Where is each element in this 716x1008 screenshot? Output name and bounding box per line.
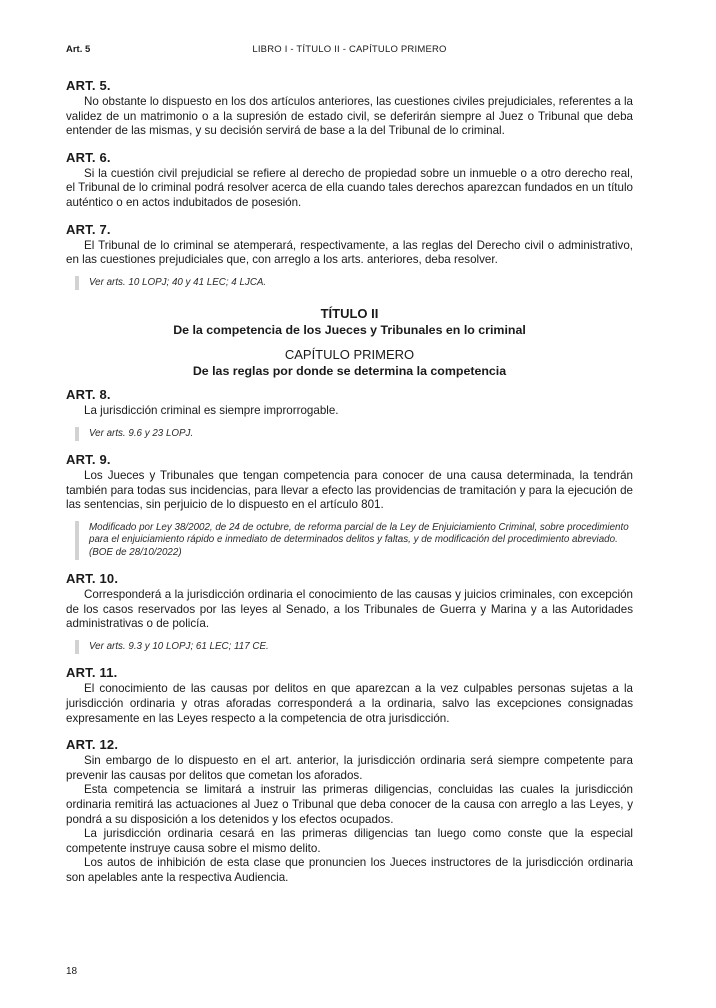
titulo-subtitle: De la competencia de los Jueces y Tribunales en lo criminal bbox=[173, 323, 526, 338]
article-note: Ver arts. 9.6 y 23 LOPJ. bbox=[75, 427, 633, 441]
article-paragraph: El Tribunal de lo criminal se atemperará, respectivamente, a las reglas del Derecho civil o administrativo, en las cuestiones prejudiciales que, con arreglo a los arts. anteriores, deba resolver. bbox=[66, 238, 633, 267]
article-paragraph: Corresponderá a la jurisdicción ordinaria el conocimiento de las causas y juicios criminales, con excepción de los casos reservados por las leyes al Senado, a los Tribunales de Guerra y Marina y a las Autoridades administrativas o de policía. bbox=[66, 588, 633, 631]
page-number: 18 bbox=[66, 966, 78, 977]
running-header bbox=[66, 44, 633, 58]
article-paragraph: Los autos de inhibición de esta clase que pronuncien los Jueces instructores de la jurisdicción ordinaria son apelables ante la respectiva Audiencia. bbox=[66, 856, 633, 884]
article-paragraph: Si la cuestión civil prejudicial se refiere al derecho de propiedad sobre un inmueble o a otro derecho real, el Tribunal de lo criminal podrá resolver acerca de ella cuando tales derechos aparezcan fundados en un título auténtico o en actos indubitados de posesión. bbox=[66, 166, 633, 209]
capitulo-subtitle: De las reglas por donde se determina la competencia bbox=[192, 364, 507, 379]
header-article-ref: Art. 5 bbox=[66, 44, 91, 55]
article-title: ART. 6. bbox=[66, 149, 111, 165]
articles-group-1 bbox=[66, 78, 633, 290]
articles-group-2 bbox=[66, 387, 633, 885]
article-title: ART. 12. bbox=[66, 737, 119, 753]
article bbox=[66, 150, 633, 211]
header-section-title: LIBRO I - TÍTULO II - CAPÍTULO PRIMERO bbox=[252, 44, 447, 55]
capitulo-heading bbox=[66, 347, 633, 379]
article-title: ART. 8. bbox=[66, 387, 111, 403]
article-title: ART. 11. bbox=[66, 665, 118, 681]
article-title: ART. 10. bbox=[66, 571, 119, 587]
article-note: Ver arts. 10 LOPJ; 40 y 41 LEC; 4 LJCA. bbox=[75, 276, 633, 290]
article-paragraph: El conocimiento de las causas por delitos en que aparezcan a la vez culpables personas sujetas a la jurisdicción ordinaria y otras aforadas corresponderá a la ordinaria, salvo las excepciones consignadas expresamente en las Leyes respecto a la competencia de otra jurisdicción. bbox=[66, 682, 633, 725]
article-note: Modificado por Ley 38/2002, de 24 de octubre, de reforma parcial de la Ley de Enjuiciamiento Criminal, sobre procedimiento para el enjuiciamiento rápido e inmediato de determinados delitos y faltas, y de modificación del procedimiento abreviado. (BOE de 28/10/2022) bbox=[75, 521, 633, 560]
article bbox=[66, 222, 633, 291]
capitulo-title: CAPÍTULO PRIMERO bbox=[284, 347, 415, 363]
page-content bbox=[66, 78, 633, 896]
article bbox=[66, 78, 633, 139]
article-paragraph: No obstante lo dispuesto en los dos artículos anteriores, las cuestiones civiles prejudiciales, referentes a la validez de un matrimonio o a la supresión de estado civil, se deferirán siempre al Juez o Tribunal que deba entender de las mismas, y su decisión servirá de base a la del Tribunal de lo criminal. bbox=[66, 95, 633, 138]
article bbox=[66, 665, 633, 726]
article-paragraph: Los Jueces y Tribunales que tengan competencia para conocer de una causa determinada, la tendrán también para todas sus incidencias, para llevar a efecto las providencias de tramitación y para la ejecución de las sentencias, sin perjuicio de lo dispuesto en el artículo 801. bbox=[66, 469, 633, 512]
article-paragraph: La jurisdicción criminal es siempre improrrogable. bbox=[84, 404, 339, 418]
article-title: ART. 7. bbox=[66, 221, 111, 237]
article-paragraph: Sin embargo de lo dispuesto en el art. anterior, la jurisdicción ordinaria será siempre competente para prevenir las causas por delitos que cometan los aforados. bbox=[66, 754, 633, 782]
article-paragraph: Esta competencia se limitará a instruir las primeras diligencias, concluidas las cuales la jurisdicción ordinaria remitirá las actuaciones al Juez o Tribunal que deba conocer de la causa con arreglo a las Leyes, y pondrá a su disposición a los detenidos y los efectos ocupados. bbox=[66, 783, 633, 826]
titulo-heading bbox=[66, 306, 633, 338]
article-note: Ver arts. 9.3 y 10 LOPJ; 61 LEC; 117 CE. bbox=[75, 640, 633, 654]
article bbox=[66, 387, 633, 441]
titulo-title: TÍTULO II bbox=[320, 306, 379, 322]
article bbox=[66, 571, 633, 654]
article bbox=[66, 737, 633, 885]
article-title: ART. 9. bbox=[66, 452, 111, 468]
article-title: ART. 5. bbox=[66, 78, 111, 93]
article-paragraph: La jurisdicción ordinaria cesará en las primeras diligencias tan luego como conste que la especial competente instruye causa sobre el mismo delito. bbox=[66, 827, 633, 855]
article bbox=[66, 452, 633, 560]
